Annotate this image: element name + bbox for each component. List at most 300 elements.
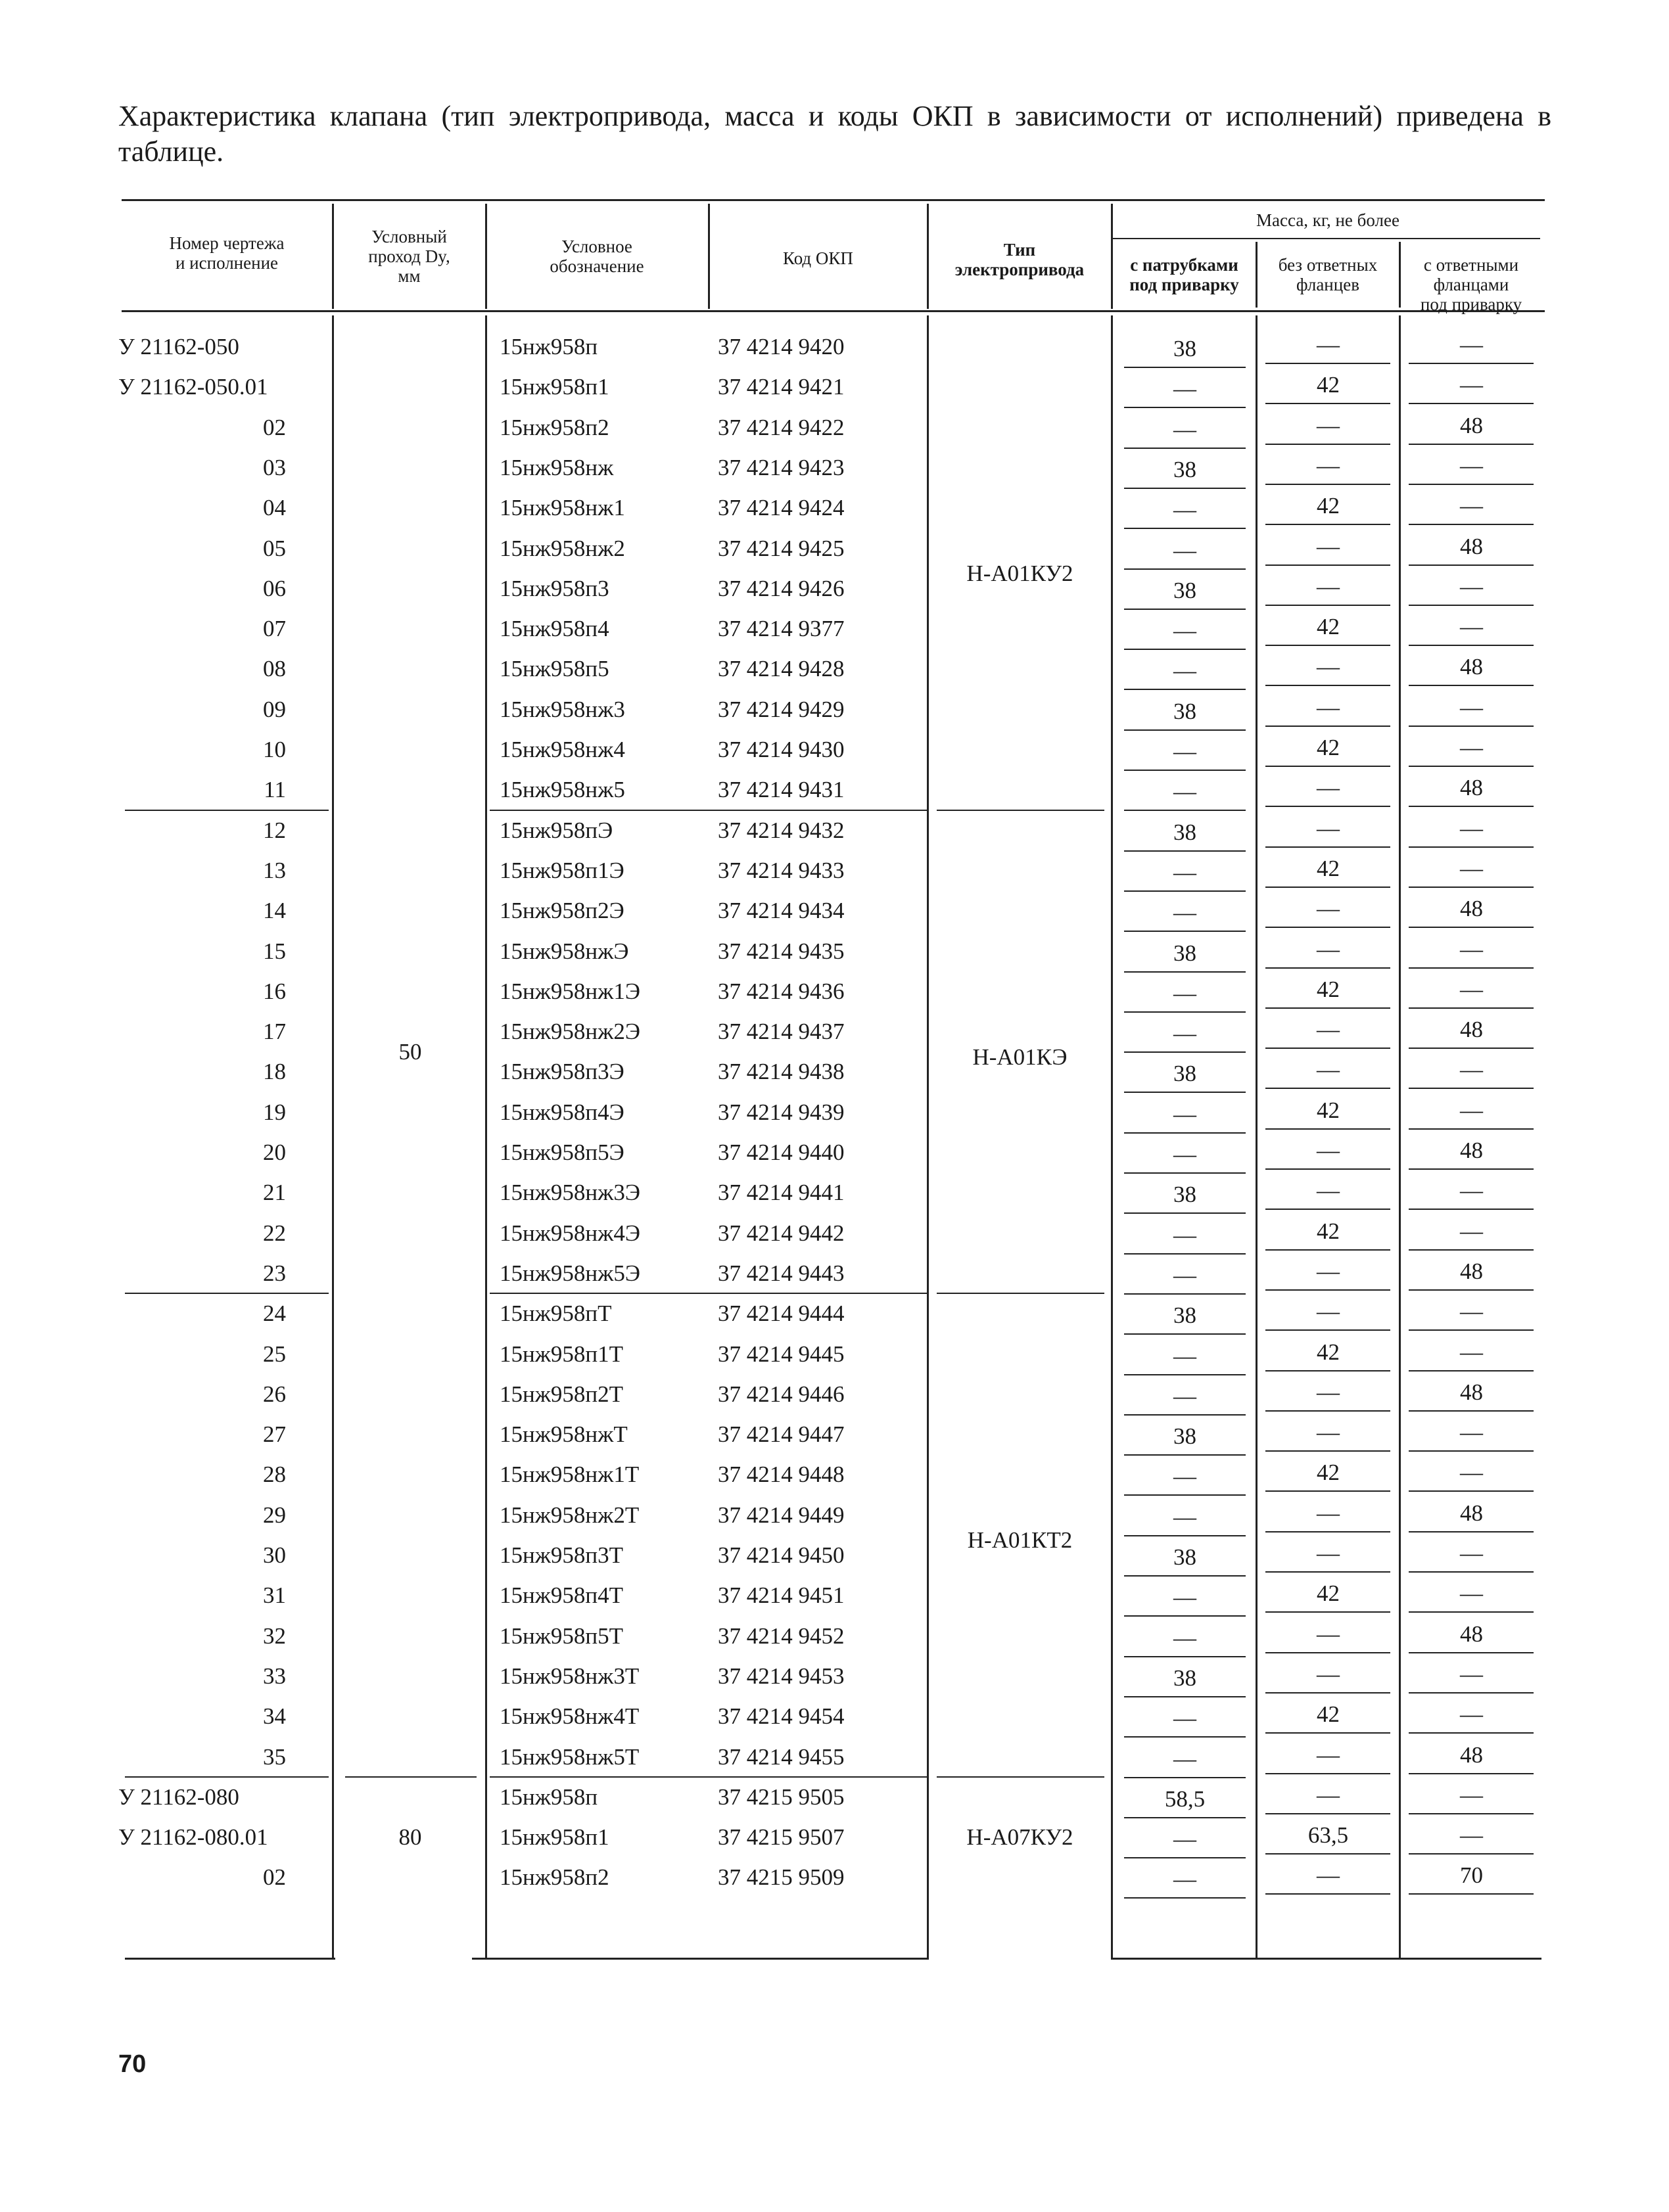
- mass-weld: 38: [1173, 336, 1196, 361]
- drawing-number: 15: [263, 938, 286, 964]
- drawing-number: 24: [263, 1301, 286, 1327]
- table-row: [0, 533, 1669, 576]
- designation: 15нж958нж2: [500, 535, 625, 561]
- designation: 15нж958п: [500, 334, 598, 359]
- group-rule-drive: [937, 810, 1104, 811]
- mass-cell-rule: [1124, 890, 1246, 892]
- mass-with-flanges: —: [1460, 1701, 1483, 1728]
- mass-cell-rule: [1124, 689, 1246, 690]
- mass-no-flanges: 42: [1317, 735, 1340, 760]
- mass-with-flanges: 48: [1460, 1500, 1483, 1526]
- mass-cell-rule: [1265, 1450, 1390, 1452]
- mass-with-flanges: —: [1460, 1097, 1483, 1123]
- okp-code: 37 4214 9420: [718, 334, 845, 359]
- mass-cell-rule: [1265, 1088, 1390, 1089]
- mass-cell-rule: [1409, 1531, 1534, 1532]
- table-row: [0, 1462, 1669, 1502]
- mass-weld: 38: [1173, 1665, 1196, 1691]
- drawing-number: 32: [263, 1623, 286, 1649]
- mass-with-flanges: —: [1460, 332, 1483, 357]
- drawing-number: 17: [263, 1019, 286, 1045]
- mass-with-flanges: —: [1460, 1178, 1483, 1204]
- mass-cell-rule: [1265, 1370, 1390, 1371]
- drive-type-value: Н-А01КТ2: [967, 1527, 1073, 1554]
- header-bottom-rule: [122, 310, 1545, 312]
- mass-with-flanges: —: [1460, 1218, 1483, 1244]
- mass-cell-rule: [1265, 524, 1390, 525]
- mass-cell-rule: [1124, 1857, 1246, 1858]
- table-row: [0, 1381, 1669, 1421]
- okp-code: 37 4214 9438: [718, 1059, 845, 1085]
- mass-cell-rule: [1409, 766, 1534, 767]
- drawing-number: 29: [263, 1502, 286, 1528]
- mass-with-flanges: 48: [1460, 533, 1483, 559]
- mass-cell-rule: [1409, 1007, 1534, 1009]
- header-divider-6: [1256, 242, 1258, 308]
- mass-with-flanges: 48: [1460, 412, 1483, 438]
- mass-cell-rule: [1409, 1128, 1534, 1130]
- okp-code: 37 4214 9423: [718, 454, 845, 480]
- mass-cell-rule: [1409, 806, 1534, 807]
- okp-code: 37 4214 9439: [718, 1099, 845, 1125]
- mass-no-flanges: —: [1317, 1178, 1340, 1204]
- mass-no-flanges: —: [1317, 1621, 1340, 1647]
- table-row: [0, 1341, 1669, 1381]
- mass-cell-rule: [1265, 766, 1390, 767]
- table-row: [0, 1784, 1669, 1824]
- mass-cell-rule: [1265, 967, 1390, 969]
- header-divider-3: [708, 204, 710, 309]
- mass-weld: —: [1173, 980, 1196, 1006]
- table-row: [0, 1421, 1669, 1462]
- drawing-number: 25: [263, 1341, 286, 1367]
- table-row: [0, 1180, 1669, 1220]
- column-rule: [1256, 315, 1258, 1958]
- mass-cell-rule: [1409, 1813, 1534, 1814]
- mass-cell-rule: [1124, 528, 1246, 529]
- mass-with-flanges: 48: [1460, 775, 1483, 801]
- mass-weld: 38: [1173, 1182, 1196, 1208]
- mass-cell-rule: [1265, 1048, 1390, 1049]
- mass-cell-rule: [1409, 1289, 1534, 1291]
- header-drawing-number: Номер чертежа и исполнение: [169, 233, 285, 273]
- mass-no-flanges: —: [1317, 694, 1340, 720]
- mass-no-flanges: —: [1317, 1661, 1340, 1687]
- table-row: [0, 737, 1669, 777]
- drawing-number: 12: [263, 817, 286, 843]
- table-row: [0, 1542, 1669, 1582]
- mass-no-flanges: —: [1317, 332, 1340, 357]
- group-rule-designation: [490, 1776, 927, 1778]
- mass-with-flanges: —: [1460, 452, 1483, 478]
- table-row: [0, 1824, 1669, 1864]
- mass-cell-rule: [1409, 1048, 1534, 1049]
- mass-no-flanges: —: [1317, 775, 1340, 801]
- drawing-number: 26: [263, 1381, 286, 1407]
- designation: 15нж958п4Т: [500, 1582, 624, 1609]
- mass-cell-rule: [1409, 846, 1534, 848]
- okp-code: 37 4214 9441: [718, 1180, 845, 1206]
- mass-cell-rule: [1265, 1410, 1390, 1412]
- mass-cell-rule: [1124, 488, 1246, 489]
- mass-with-flanges: —: [1460, 1661, 1483, 1687]
- table-row: [0, 1703, 1669, 1743]
- okp-code: 37 4214 9442: [718, 1220, 845, 1246]
- okp-code: 37 4214 9448: [718, 1462, 845, 1488]
- mass-cell-rule: [1265, 605, 1390, 606]
- mass-with-flanges: —: [1460, 1580, 1483, 1607]
- mass-with-flanges: —: [1460, 1822, 1483, 1849]
- mass-weld: —: [1173, 779, 1196, 805]
- okp-code: 37 4214 9435: [718, 938, 845, 964]
- mass-cell-rule: [1265, 1289, 1390, 1291]
- mass-with-flanges: —: [1460, 1339, 1483, 1365]
- okp-code: 37 4214 9437: [718, 1019, 845, 1045]
- mass-weld: —: [1173, 1343, 1196, 1369]
- mass-cell-rule: [1409, 1168, 1534, 1170]
- designation: 15нж958нж1Э: [500, 978, 640, 1004]
- group-rule-drive: [937, 1293, 1104, 1294]
- mass-cell-rule: [1124, 1696, 1246, 1697]
- mass-cell-rule: [1265, 363, 1390, 364]
- table-row: [0, 1741, 1669, 1784]
- mass-cell-rule: [1265, 1813, 1390, 1814]
- mass-cell-rule: [1409, 1329, 1534, 1331]
- mass-cell-rule: [1124, 1293, 1246, 1295]
- table-row: [0, 495, 1669, 535]
- okp-code: 37 4214 9453: [718, 1663, 845, 1689]
- designation: 15нж958п3: [500, 575, 609, 601]
- page-number: 70: [118, 2050, 147, 2078]
- drive-type-value: Н-А01КУ2: [966, 561, 1073, 587]
- designation: 15нж958нж1: [500, 495, 625, 521]
- mass-no-flanges: —: [1317, 1379, 1340, 1405]
- mass-cell-rule: [1265, 1128, 1390, 1130]
- column-rule: [1399, 315, 1401, 1958]
- mass-no-flanges: 42: [1317, 1218, 1340, 1244]
- mass-no-flanges: —: [1317, 1057, 1340, 1083]
- mass-cell-rule: [1409, 1410, 1534, 1412]
- mass-with-flanges: —: [1460, 694, 1483, 720]
- okp-code: 37 4214 9429: [718, 696, 845, 722]
- mass-cell-rule: [1409, 1450, 1534, 1452]
- drawing-number: 05: [263, 535, 286, 561]
- drawing-number: 06: [263, 575, 286, 601]
- mass-cell-rule: [1409, 1893, 1534, 1895]
- mass-no-flanges: —: [1317, 412, 1340, 438]
- mass-cell-rule: [1124, 971, 1246, 973]
- mass-cell-rule: [1265, 1490, 1390, 1492]
- mass-cell-rule: [1265, 887, 1390, 888]
- mass-cell-rule: [1409, 1611, 1534, 1613]
- header-mass-title: Масса, кг, не более: [1256, 210, 1399, 230]
- designation: 15нж958нж4Э: [500, 1220, 640, 1246]
- mass-weld: —: [1173, 1262, 1196, 1288]
- mass-cell-rule: [1409, 1692, 1534, 1694]
- mass-with-flanges: 48: [1460, 1138, 1483, 1163]
- drawing-number: 03: [263, 454, 286, 480]
- okp-code: 37 4214 9424: [718, 495, 845, 521]
- mass-weld: —: [1173, 497, 1196, 523]
- drawing-number: 27: [263, 1421, 286, 1448]
- mass-weld: —: [1173, 1383, 1196, 1409]
- mass-no-flanges: —: [1317, 452, 1340, 478]
- table-row: [0, 1301, 1669, 1341]
- mass-no-flanges: —: [1317, 1862, 1340, 1889]
- mass-cell-rule: [1124, 1494, 1246, 1496]
- table-row: [0, 412, 1669, 455]
- mass-cell-rule: [1124, 367, 1246, 368]
- mass-cell-rule: [1265, 1652, 1390, 1653]
- header-mass-with-flanges: с ответными фланцами под приварку: [1420, 255, 1522, 314]
- okp-code: 37 4214 9454: [718, 1703, 845, 1730]
- mass-no-flanges: 42: [1317, 1097, 1340, 1123]
- drawing-number: 23: [263, 1260, 286, 1286]
- designation: 15нж958нж3Т: [500, 1663, 640, 1689]
- table-row: [0, 1099, 1669, 1140]
- drawing-number: У 21162-050.01: [118, 374, 268, 400]
- drawing-number: 04: [263, 495, 286, 521]
- group-rule-drawing: [125, 1776, 329, 1778]
- drawing-number: 09: [263, 696, 286, 722]
- mass-cell-rule: [1124, 609, 1246, 610]
- designation: 15нж958п2Э: [500, 898, 624, 924]
- mass-cell-rule: [1265, 685, 1390, 686]
- mass-with-flanges: —: [1460, 614, 1483, 640]
- mass-cell-rule: [1124, 1172, 1246, 1174]
- mass-weld: —: [1173, 1745, 1196, 1772]
- mass-cell-rule: [1124, 1817, 1246, 1818]
- group-rule-designation: [490, 810, 927, 811]
- mass-with-flanges: —: [1460, 1299, 1483, 1325]
- mass-cell-rule: [1124, 1575, 1246, 1577]
- mass-weld: —: [1173, 1101, 1196, 1127]
- designation: 15нж958п1Т: [500, 1341, 624, 1367]
- mass-with-flanges: 48: [1460, 1379, 1483, 1405]
- mass-cell-rule: [1409, 645, 1534, 646]
- drawing-number: 21: [263, 1180, 286, 1206]
- mass-weld: 38: [1173, 1061, 1196, 1087]
- mass-no-flanges: —: [1317, 1782, 1340, 1808]
- okp-code: 37 4214 9425: [718, 535, 845, 561]
- mass-no-flanges: 63,5: [1307, 1822, 1349, 1849]
- designation: 15нж958нж4Т: [500, 1703, 640, 1730]
- mass-cell-rule: [1409, 1571, 1534, 1573]
- table-header: [0, 0, 1669, 315]
- mass-no-flanges: —: [1317, 1500, 1340, 1526]
- okp-code: 37 4214 9449: [718, 1502, 845, 1528]
- mass-subheader-rule: [1113, 238, 1540, 239]
- group-rule-drive: [937, 1776, 1104, 1778]
- designation: 15нж958нж: [500, 454, 614, 480]
- mass-cell-rule: [1265, 1007, 1390, 1009]
- mass-cell-rule: [1265, 1209, 1390, 1210]
- mass-cell-rule: [1265, 444, 1390, 445]
- mass-cell-rule: [1124, 810, 1246, 811]
- mass-cell-rule: [1124, 850, 1246, 852]
- mass-cell-rule: [1124, 1656, 1246, 1657]
- okp-code: 37 4214 9430: [718, 737, 845, 762]
- mass-cell-rule: [1124, 1092, 1246, 1093]
- mass-weld: —: [1173, 1584, 1196, 1611]
- mass-cell-rule: [1124, 1414, 1246, 1416]
- mass-with-flanges: 48: [1460, 896, 1483, 922]
- mass-no-flanges: —: [1317, 573, 1340, 599]
- table-row: [0, 1623, 1669, 1663]
- designation: 15нж958нжЭ: [500, 938, 629, 964]
- designation: 15нж958нж5: [500, 777, 625, 803]
- okp-code: 37 4214 9436: [718, 978, 845, 1004]
- mass-weld: 38: [1173, 1423, 1196, 1450]
- header-drive-type: Тип электропривода: [954, 240, 1085, 279]
- drawing-number: 11: [264, 777, 286, 803]
- mass-cell-rule: [1409, 484, 1534, 485]
- mass-cell-rule: [1265, 1329, 1390, 1331]
- mass-no-flanges: 42: [1317, 1701, 1340, 1728]
- drawing-number: 28: [263, 1462, 286, 1488]
- mass-cell-rule: [1265, 1893, 1390, 1895]
- designation: 15нж958п1: [500, 374, 609, 400]
- mass-weld: 38: [1173, 819, 1196, 845]
- mass-cell-rule: [1409, 565, 1534, 566]
- mass-with-flanges: 48: [1460, 1741, 1483, 1768]
- table-bottom-rule: [125, 1958, 335, 1960]
- mass-cell-rule: [1124, 770, 1246, 771]
- drawing-number: 22: [263, 1220, 286, 1246]
- mass-cell-rule: [1409, 1652, 1534, 1653]
- mass-weld: 38: [1173, 456, 1196, 482]
- mass-weld: —: [1173, 1504, 1196, 1530]
- designation: 15нж958п1Э: [500, 857, 624, 883]
- table-row: [0, 1260, 1669, 1301]
- designation: 15нж958нж5Т: [500, 1743, 640, 1770]
- okp-code: 37 4214 9451: [718, 1582, 845, 1609]
- drawing-number: 31: [263, 1582, 286, 1609]
- mass-cell-rule: [1409, 1732, 1534, 1734]
- mass-with-flanges: —: [1460, 1540, 1483, 1566]
- okp-code: 37 4214 9444: [718, 1301, 845, 1327]
- table-row: [0, 334, 1669, 374]
- column-rule: [1111, 315, 1113, 1958]
- mass-weld: —: [1173, 900, 1196, 926]
- okp-code: 37 4214 9434: [718, 898, 845, 924]
- mass-cell-rule: [1124, 1736, 1246, 1738]
- designation: 15нж958нж2Э: [500, 1019, 640, 1045]
- mass-weld: 38: [1173, 1544, 1196, 1570]
- mass-cell-rule: [1265, 484, 1390, 485]
- mass-with-flanges: —: [1460, 936, 1483, 962]
- designation: 15нж958п3Э: [500, 1059, 624, 1085]
- okp-code: 37 4214 9422: [718, 414, 845, 440]
- table-row: [0, 694, 1669, 737]
- mass-cell-rule: [1124, 1535, 1246, 1536]
- okp-code: 37 4215 9509: [718, 1864, 845, 1891]
- table-row: [0, 938, 1669, 979]
- mass-cell-rule: [1124, 1333, 1246, 1335]
- mass-no-flanges: —: [1317, 1017, 1340, 1043]
- mass-cell-rule: [1124, 448, 1246, 449]
- designation: 15нж958п4: [500, 616, 609, 642]
- mass-weld: 38: [1173, 698, 1196, 724]
- mass-weld: —: [1173, 618, 1196, 644]
- drawing-number: 18: [263, 1059, 286, 1085]
- drawing-number: 08: [263, 656, 286, 682]
- okp-code: 37 4214 9433: [718, 857, 845, 883]
- mass-with-flanges: 48: [1460, 1258, 1483, 1284]
- group-rule-designation: [490, 1293, 927, 1294]
- mass-cell-rule: [1409, 1853, 1534, 1855]
- designation: 15нж958п5: [500, 656, 609, 682]
- mass-with-flanges: —: [1460, 573, 1483, 599]
- mass-weld: 38: [1173, 577, 1196, 603]
- mass-weld: —: [1173, 739, 1196, 764]
- drive-type-value: Н-А07КУ2: [966, 1824, 1073, 1851]
- mass-cell-rule: [1409, 403, 1534, 404]
- mass-cell-rule: [1409, 1370, 1534, 1371]
- mass-cell-rule: [1124, 931, 1246, 932]
- drawing-number: 34: [263, 1703, 286, 1730]
- mass-no-flanges: —: [1317, 896, 1340, 922]
- mass-with-flanges: —: [1460, 815, 1483, 841]
- mass-weld: —: [1173, 1705, 1196, 1732]
- mass-cell-rule: [1265, 1773, 1390, 1774]
- table-row: [0, 1140, 1669, 1180]
- nominal-bore-value: 50: [398, 1038, 422, 1065]
- header-top-rule: [122, 199, 1545, 201]
- mass-no-flanges: 42: [1317, 1580, 1340, 1607]
- mass-no-flanges: —: [1317, 533, 1340, 559]
- drawing-number: 20: [263, 1140, 286, 1165]
- table-row: [0, 616, 1669, 656]
- drawing-number: 16: [263, 978, 286, 1004]
- mass-no-flanges: —: [1317, 1540, 1340, 1566]
- drive-type-value: Н-А01КЭ: [972, 1044, 1068, 1070]
- mass-no-flanges: —: [1317, 1419, 1340, 1446]
- header-designation: Условное обозначение: [550, 237, 644, 276]
- mass-no-flanges: —: [1317, 1741, 1340, 1768]
- header-nominal-bore: Условный проход Dy, мм: [368, 227, 450, 286]
- mass-with-flanges: —: [1460, 1419, 1483, 1446]
- designation: 15нж958п4Э: [500, 1099, 624, 1125]
- header-divider-5: [1111, 204, 1113, 309]
- okp-code: 37 4214 9426: [718, 575, 845, 601]
- okp-code: 37 4214 9443: [718, 1260, 845, 1286]
- designation: 15нж958нж5Э: [500, 1260, 640, 1286]
- table-row: [0, 1059, 1669, 1099]
- mass-cell-rule: [1124, 407, 1246, 408]
- designation: 15нж958нжТ: [500, 1421, 628, 1448]
- drawing-number: 33: [263, 1663, 286, 1689]
- table-bottom-rule: [472, 1958, 929, 1960]
- mass-cell-rule: [1265, 846, 1390, 848]
- mass-cell-rule: [1409, 444, 1534, 445]
- okp-code: 37 4214 9446: [718, 1381, 845, 1407]
- mass-cell-rule: [1409, 967, 1534, 969]
- mass-with-flanges: 48: [1460, 1621, 1483, 1647]
- designation: 15нж958п5Т: [500, 1623, 624, 1649]
- mass-no-flanges: 42: [1317, 372, 1340, 398]
- mass-cell-rule: [1265, 1249, 1390, 1251]
- mass-no-flanges: —: [1317, 1138, 1340, 1163]
- mass-cell-rule: [1409, 1209, 1534, 1210]
- mass-weld: —: [1173, 1463, 1196, 1490]
- mass-cell-rule: [1265, 1168, 1390, 1170]
- mass-weld: —: [1173, 1826, 1196, 1853]
- mass-no-flanges: 42: [1317, 614, 1340, 640]
- table-row: [0, 1663, 1669, 1703]
- designation: 15нж958нж3Э: [500, 1180, 640, 1206]
- okp-code: 37 4215 9505: [718, 1784, 845, 1810]
